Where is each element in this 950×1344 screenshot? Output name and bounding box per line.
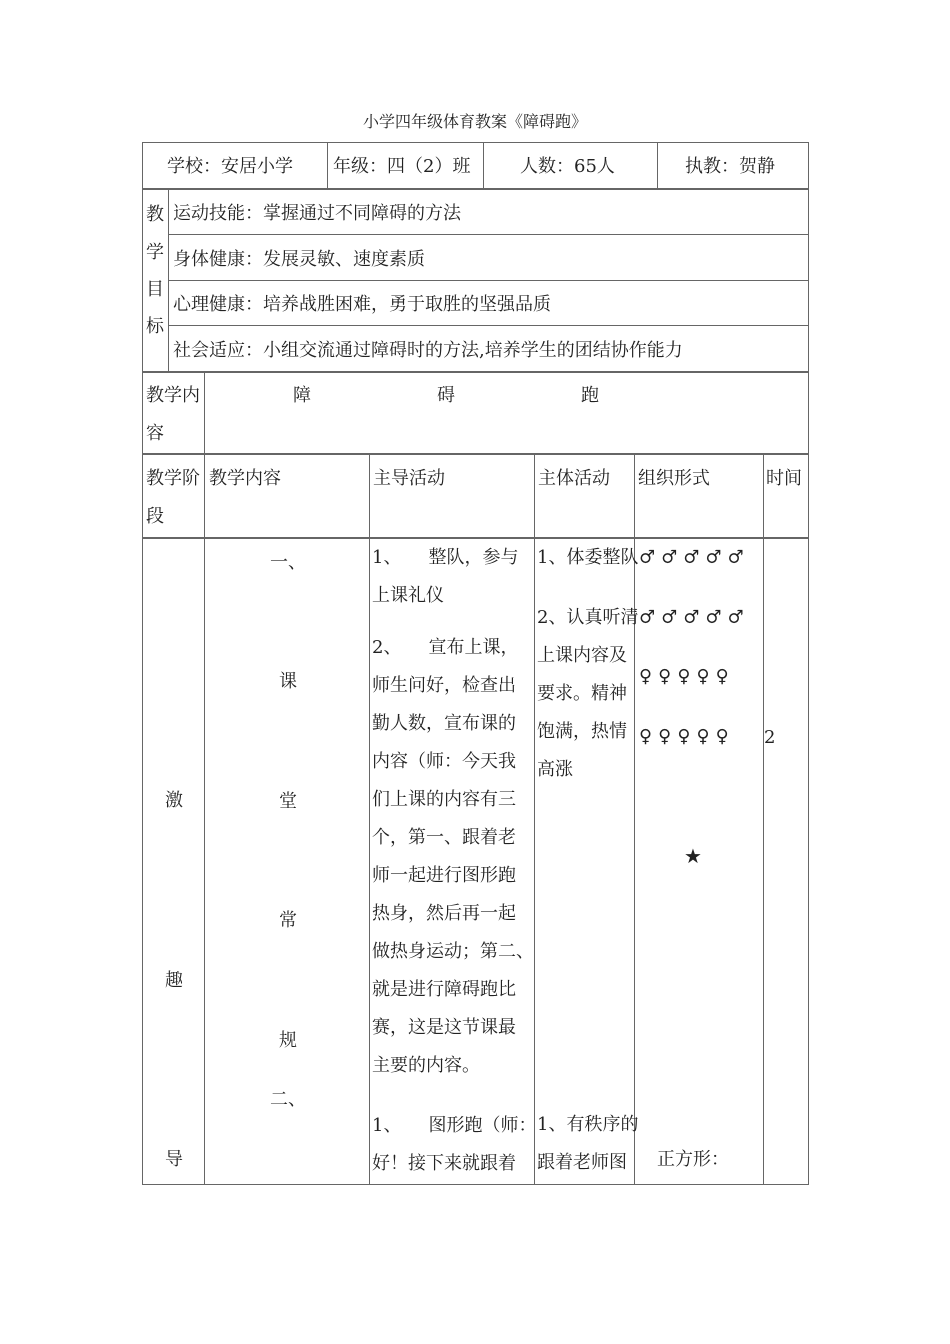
student-line: 2、认真听清 xyxy=(537,607,639,628)
content-item: 常 xyxy=(279,910,297,931)
male-students-row-icon: ♂♂♂♂♂ xyxy=(639,547,750,568)
grade-field: 年级：四（2）班 xyxy=(333,156,471,177)
lead-line: 做热身运动；第二、 xyxy=(372,941,534,962)
time-value: 2 xyxy=(764,727,776,748)
school-field: 学校：安居小学 xyxy=(167,156,293,177)
male-students-row-icon: ♂♂♂♂♂ xyxy=(639,607,750,628)
col-stage-cont: 段 xyxy=(146,506,164,527)
student-line: 高涨 xyxy=(537,759,573,780)
lead-line: 们上课的内容有三 xyxy=(372,789,516,810)
teacher-star-icon: ★ xyxy=(684,844,702,868)
lead-line: 勤人数，宣布课的 xyxy=(372,713,516,734)
lead-line: 赛，这是这节课最 xyxy=(372,1017,516,1038)
content-label: 教学内 xyxy=(146,385,200,406)
student-line: 跟着老师图 xyxy=(537,1152,627,1173)
lead-line: 1、 图形跑（师： xyxy=(372,1115,537,1136)
lead-line: 内容（师：今天我 xyxy=(372,751,516,772)
col-stage: 教学阶 xyxy=(146,468,200,489)
formation-shape-label: 正方形： xyxy=(657,1149,729,1170)
goal-social-adaptation: 社会适应：小组交流通过障碍时的方法,培养学生的团结协作能力 xyxy=(173,340,683,361)
stage-char: 激 xyxy=(165,790,183,811)
student-line: 上课内容及 xyxy=(537,645,627,666)
content-char: 碍 xyxy=(437,385,455,406)
stage-char: 趣 xyxy=(165,970,183,991)
goals-label-char: 标 xyxy=(146,316,164,337)
col-organization: 组织形式 xyxy=(638,468,710,489)
lead-line: 好！接下来就跟着 xyxy=(372,1153,516,1174)
goals-label-char: 学 xyxy=(146,242,164,263)
student-line: 饱满，热情 xyxy=(537,721,627,742)
stage-char: 导 xyxy=(165,1149,183,1170)
document-title: 小学四年级体育教案《障碍跑》 xyxy=(362,112,587,131)
content-label-cont: 容 xyxy=(146,423,164,444)
student-activity-text xyxy=(537,539,639,789)
col-student-activity: 主体活动 xyxy=(538,468,610,489)
lead-line: 热身，然后再一起 xyxy=(372,903,516,924)
goal-physical-health: 身体健康：发展灵敏、速度素质 xyxy=(173,249,425,270)
goals-label-char: 目 xyxy=(146,279,164,300)
content-char: 跑 xyxy=(581,385,599,406)
female-students-row-icon: ♀♀♀♀♀ xyxy=(639,726,735,747)
lead-activity-text xyxy=(372,539,537,1183)
content-row xyxy=(142,372,809,454)
goal-motor-skill: 运动技能：掌握通过不同障碍的方法 xyxy=(173,203,461,224)
lead-line: 师一起进行图形跑 xyxy=(372,865,516,886)
col-content: 教学内容 xyxy=(209,468,281,489)
lead-line: 1、 整队，参与 xyxy=(372,547,519,568)
content-item: 堂 xyxy=(279,791,297,812)
student-line: 1、体委整队 xyxy=(537,547,639,568)
lead-line: 上课礼仪 xyxy=(372,585,444,606)
goal-mental-health: 心理健康：培养战胜困难，勇于取胜的坚强品质 xyxy=(173,294,551,315)
content-item: 课 xyxy=(279,671,297,692)
student-line: 要求。精神 xyxy=(537,683,627,704)
lead-line: 师生问好，检查出 xyxy=(372,675,516,696)
lead-line: 主要的内容。 xyxy=(372,1055,480,1076)
col-time: 时间 xyxy=(766,468,802,489)
col-lead-activity: 主导活动 xyxy=(373,468,445,489)
content-item: 二、 xyxy=(270,1089,306,1110)
female-students-row-icon: ♀♀♀♀♀ xyxy=(639,666,735,687)
student-count-field: 人数：65人 xyxy=(520,156,615,177)
lead-line: 就是进行障碍跑比 xyxy=(372,979,516,1000)
content-item: 一、 xyxy=(270,552,306,573)
student-line: 1、有秩序的 xyxy=(537,1114,639,1135)
content-item: 规 xyxy=(279,1030,297,1051)
lead-line: 2、 宣布上课， xyxy=(372,637,519,658)
teacher-field: 执教：贺静 xyxy=(685,156,775,177)
lead-line: 个，第一、跟着老 xyxy=(372,827,516,848)
goals-label-char: 教 xyxy=(146,204,164,225)
student-activity-text-2 xyxy=(537,1106,639,1182)
content-char: 障 xyxy=(293,385,311,406)
